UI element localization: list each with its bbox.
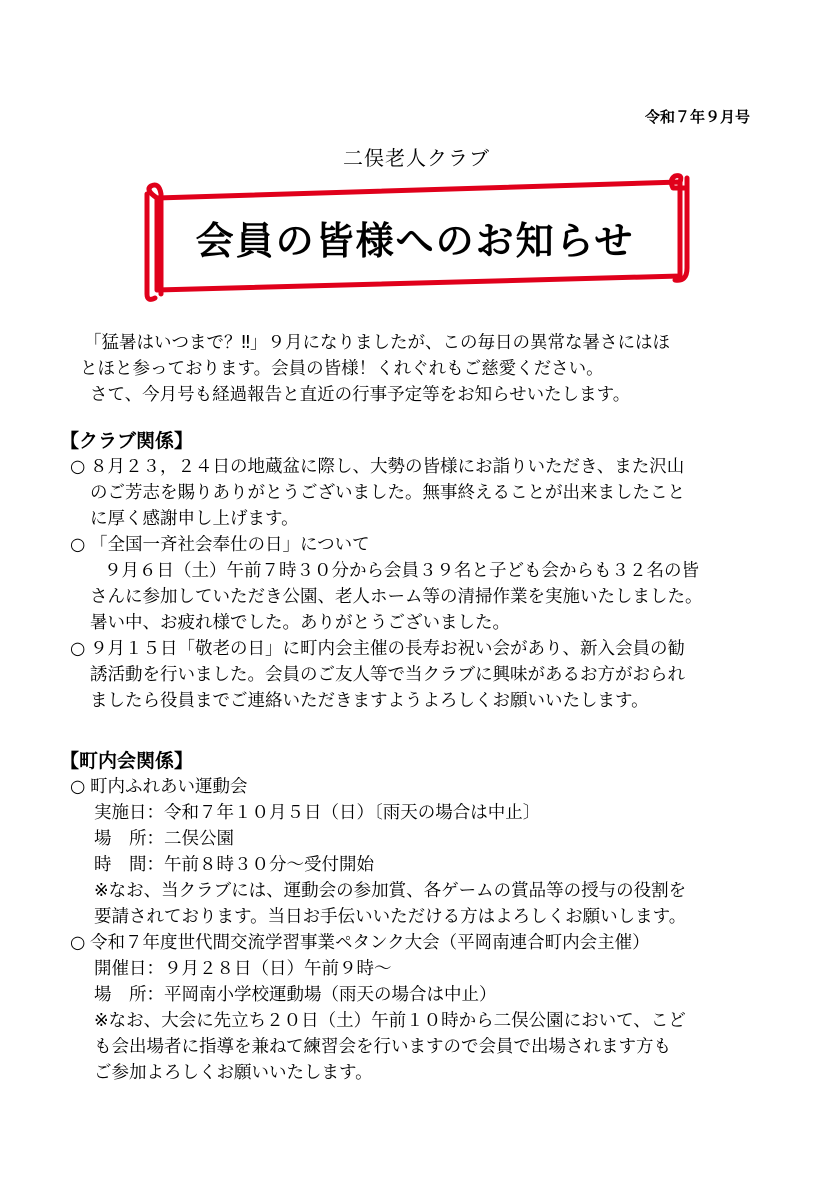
item-line: 令和７年度世代間交流学習事業ペタンク大会（平岡南連合町内会主催）: [90, 933, 650, 953]
list-item: [60, 636, 780, 714]
item-line: 時 間：午前８時３０分～受付開始: [94, 855, 374, 875]
item-line: さんに参加していただき公園、老人ホーム等の清掃作業を実施いたしました。: [90, 587, 703, 607]
intro-line: とほと参っております。会員の皆様！くれぐれもご慈愛ください。: [80, 359, 604, 379]
town-section-heading: 【町内会関係】: [60, 750, 194, 772]
item-line: に厚く感謝申し上げます。: [90, 509, 299, 529]
item-line: ※なお、当クラブには、運動会の参加賞、各ゲームの賞品等の授与の役割を: [94, 881, 687, 901]
item-line: 町内ふれあい運動会: [90, 777, 248, 797]
list-item: [60, 532, 780, 636]
item-line: 暑い中、お疲れ様でした。ありがとうございました。: [90, 613, 510, 633]
item-line: ８月２３，２４日の地蔵盆に際し、大勢の皆様にお詣りいただき、また沢山: [90, 457, 685, 477]
intro-line: 「猛暑はいつまで？‼」９月になりましたが、この毎日の異常な暑さにはほ: [84, 333, 670, 353]
town-section: [60, 774, 780, 1086]
item-line: ましたら役員までご連絡いただきますようよろしくお願いいたします。: [90, 691, 649, 711]
item-line: ９月６日（土）午前７時３０分から会員３９名と子ども会からも３２名の皆: [104, 561, 699, 581]
list-item: [60, 454, 780, 532]
item-line: 要請されております。当日お手伝いいただける方はよろしくお願いします。: [94, 907, 687, 927]
circle-icon: ○: [70, 535, 86, 555]
banner-title: 会員の皆様へのお知らせ: [195, 219, 635, 263]
issue-date: 令和７年９月号: [644, 108, 750, 126]
circle-icon: ○: [70, 933, 86, 953]
intro-paragraph: [60, 330, 780, 408]
item-line: 実施日：令和７年１０月５日（日）〔雨天の場合は中止〕: [94, 803, 541, 823]
item-line: のご芳志を賜りありがとうございました。無事終えることが出来ましたこと: [90, 483, 685, 503]
item-line: ９月１５日「敬老の日」に町内会主催の長寿お祝い会があり、新入会員の勧: [90, 639, 685, 659]
club-name: 二俣老人クラブ: [343, 146, 490, 170]
circle-icon: ○: [70, 777, 86, 797]
item-line: ※なお、大会に先立ち２０日（土）午前１０時から二俣公園において、こど: [94, 1011, 686, 1031]
item-line: 場 所：平岡南小学校運動場（雨天の場合は中止）: [94, 985, 497, 1005]
list-item: [60, 774, 780, 930]
intro-line: さて、今月号も経過報告と直近の行事予定等をお知らせいたします。: [90, 385, 631, 405]
notice-body: [60, 330, 780, 1086]
club-section: [60, 454, 780, 714]
circle-icon: ○: [70, 639, 86, 659]
club-section-heading: 【クラブ関係】: [60, 430, 194, 452]
circle-icon: ○: [70, 457, 86, 477]
item-line: 開催日：９月２８日（日）午前９時～: [94, 959, 392, 979]
item-line: 「全国一斉社会奉仕の日」について: [90, 535, 370, 555]
item-line: 場 所：二俣公園: [94, 829, 234, 849]
item-line: 誘活動を行いました。会員のご友人等で当クラブに興味があるお方がおられ: [90, 665, 685, 685]
list-item: [60, 930, 780, 1086]
item-line: も会出場者に指導を兼ねて練習会を行いますので会員で出場されます方も: [94, 1037, 672, 1057]
title-scroll-banner: [135, 168, 695, 308]
item-line: ご参加よろしくお願いいたします。: [94, 1063, 373, 1083]
